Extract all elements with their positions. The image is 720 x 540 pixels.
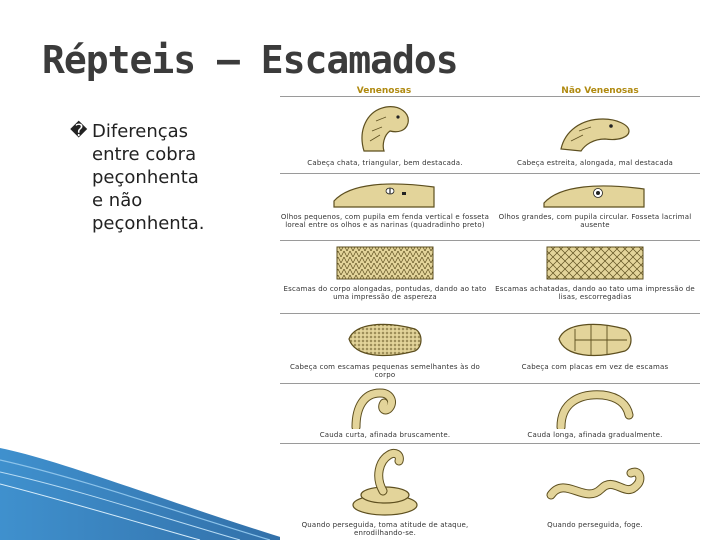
small-head-scales-illustration	[345, 319, 425, 361]
row3-left-caption: Escamas do corpo alongadas, pontudas, dando ao tato uma impressão de aspereza	[283, 285, 487, 301]
row1-right-cell	[490, 99, 700, 171]
divider	[280, 313, 700, 314]
row4-right-caption: Cabeça com placas em vez de escamas	[521, 363, 669, 371]
decorative-wave	[0, 448, 290, 540]
slide-title: Répteis – Escamados	[42, 38, 458, 82]
row3-left-cell	[280, 243, 490, 313]
fleeing-snake-illustration	[545, 455, 645, 515]
row1-left-caption: Cabeça chata, triangular, bem destacada.	[307, 159, 463, 167]
eye-pit-illustration	[330, 177, 440, 209]
row6-right-caption: Quando perseguida, foge.	[547, 521, 643, 529]
row5-left-cell	[280, 385, 490, 443]
row5-right-caption: Cauda longa, afinada gradualmente.	[527, 431, 663, 439]
divider	[280, 173, 700, 174]
header-venomous: Venenosas	[356, 86, 412, 96]
row4-left-caption: Cabeça com escamas pequenas semelhantes às do corpo	[289, 363, 481, 379]
row4-left-cell	[280, 317, 490, 383]
row3-right-caption: Escamas achatadas, dando ao tato uma impressão de lisas, escorregadias	[495, 285, 695, 301]
row1-left-cell	[280, 99, 490, 171]
narrow-head-illustration	[555, 109, 635, 153]
row2-left-caption: Olhos pequenos, com pupila em fenda vertical e fosseta loreal entre os olhos e as narinas (quadradinho preto)	[280, 213, 490, 229]
long-tail-illustration	[555, 387, 635, 429]
smooth-scales-illustration	[545, 245, 645, 281]
bullet-marker: �	[70, 121, 88, 141]
row6-right-cell	[490, 447, 700, 539]
triangular-head-illustration	[350, 101, 420, 153]
row2-right-cell	[490, 175, 700, 239]
row2-left-cell	[280, 175, 490, 239]
snake-comparison-figure	[280, 85, 700, 540]
head-plates-illustration	[555, 319, 635, 361]
row3-right-cell	[490, 243, 700, 313]
divider	[280, 383, 700, 384]
keeled-scales-illustration	[335, 245, 435, 281]
row5-right-cell	[490, 385, 700, 443]
row6-left-caption: Quando perseguida, toma atitude de ataque, enrodilhando-se.	[301, 521, 469, 537]
row6-left-cell	[280, 447, 490, 539]
divider	[280, 96, 700, 97]
divider	[280, 240, 700, 241]
round-eye-illustration	[540, 177, 650, 209]
row2-right-caption: Olhos grandes, com pupila circular. Fosseta lacrimal ausente	[498, 213, 692, 229]
coiled-snake-illustration	[345, 447, 425, 519]
row1-right-caption: Cabeça estreita, alongada, mal destacada	[517, 159, 673, 167]
row4-right-cell	[490, 317, 700, 383]
header-non-venomous: Não Venenosas	[561, 86, 639, 96]
bullet-text: Diferenças entre cobra peçonhenta e não peçonhenta.	[92, 121, 205, 234]
short-tail-illustration	[350, 387, 420, 429]
divider	[280, 443, 700, 444]
row5-left-caption: Cauda curta, afinada bruscamente.	[319, 431, 451, 439]
bullet-item	[70, 120, 267, 235]
